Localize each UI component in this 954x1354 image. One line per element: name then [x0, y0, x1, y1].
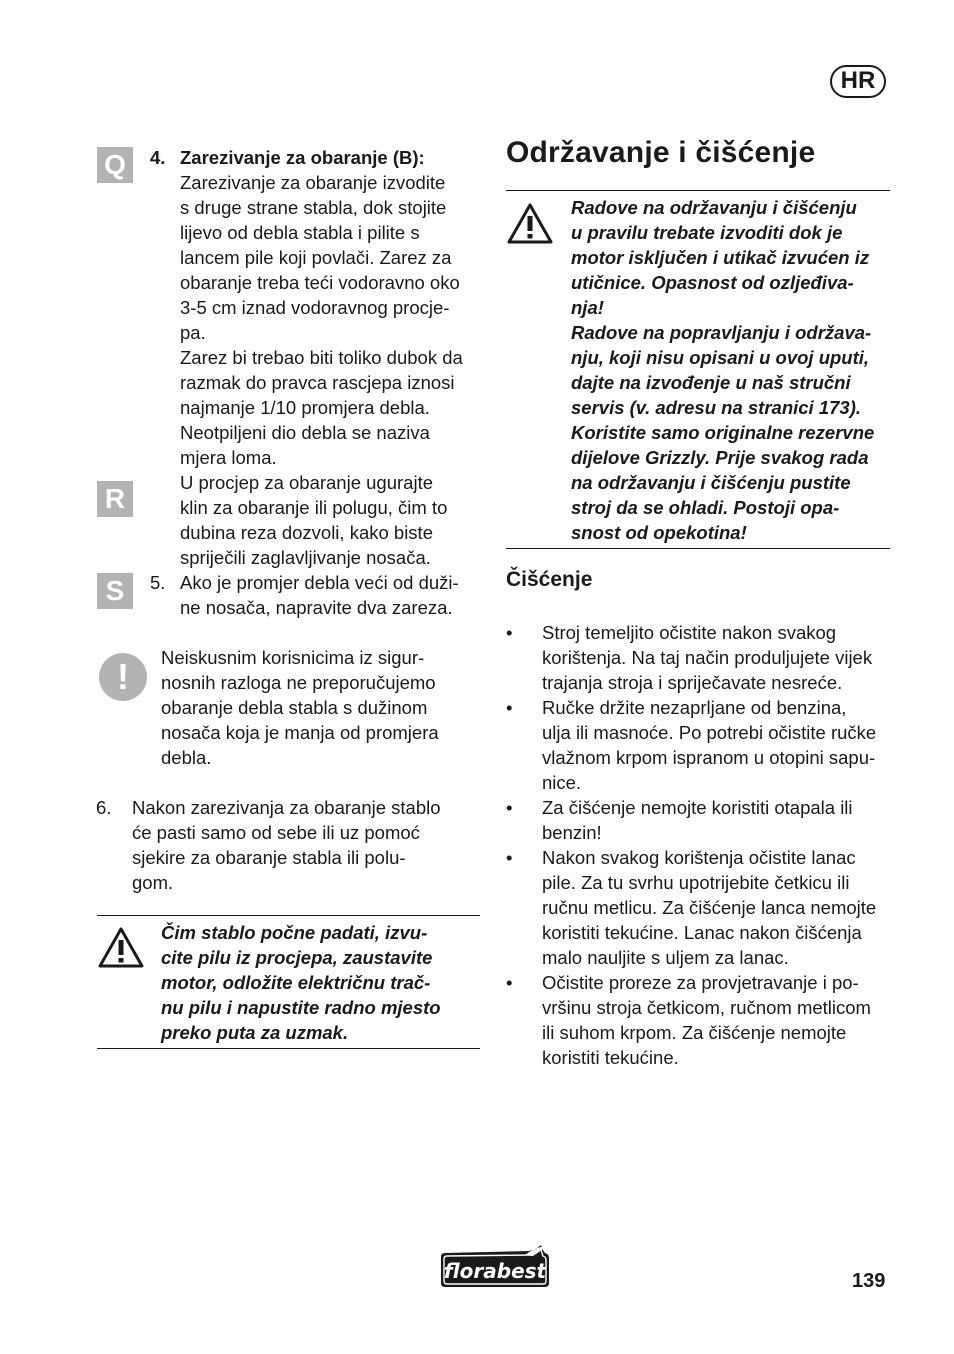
step-4-paragraph-a: Zarezivanje za obaranje izvodite s druge strane stabla, dok stojite lijevo od debla stabla i pilite s lancem pile koji povlači. Zarez za obaranje treba teći vodoravno oko 3-5 cm iznad vodoravnog procje- pa. Zarez bi trebao biti toliko dubok da razmak do pravca rascjepa iznosi najmanje 1/10 promjera debla. Neotpiljeni dio debla se naziva mjera loma. [180, 172, 463, 468]
step-4-paragraph-b: U procjep za obaranje ugurajte klin za obaranje ili polugu, čim to dubina reza dozvoli, kako biste spriječili zaglavljivanje nosača. [180, 472, 448, 568]
warning-triangle-icon [97, 926, 145, 970]
section-marker-s: S [97, 573, 133, 609]
page-number: 139 [852, 1270, 886, 1292]
title-rule [506, 190, 890, 191]
warning-bottom-rule [506, 548, 890, 549]
language-badge: HR [830, 65, 886, 98]
warning-text-felling: Čim stablo počne padati, izvu- cite pilu iz procjepa, zaustavite motor, odložite električnu trač- nu pilu i napustite radno mjesto preko puta za uzmak. [161, 922, 441, 1043]
svg-text:florabest: florabest [443, 1259, 547, 1283]
bullet-icon: • [506, 847, 513, 868]
exclamation-icon: ! [99, 653, 147, 701]
bullet-icon: • [506, 797, 513, 818]
warning-triangle-icon [506, 202, 554, 246]
florabest-logo [437, 1243, 553, 1291]
step-4-heading: Zarezivanje za obaranje (B): [180, 147, 425, 168]
warning-top-rule [97, 915, 480, 916]
cleaning-list: • Stroj temeljito očistite nakon svakog korištenja. Na taj način produljujete vijek trajanja stroja i spriječavate nesreće. • Ručke držite nezaprljane od benzina, ulja ili masnoće. Po potrebi očistite ručke vlažnom krpom ispranom u otopini sapu- nice. • Za čišćenje nemojte koristiti otapala ili benzin! • Nakon svakog korištenja očistite lanac pile. Za tu svrhu upotrijebite četkicu ili ručnu metlicu. Za čišćenje lanca nemojte koristiti tekućine. Lanac nakon čišćenja malo nauljite s uljem za lanac. • Očistite proreze za provjetravanje i po- vršinu stroja četkicom, ručnom metlicom ili suhom krpom. Za čišćenje nemojte koristiti tekućine. [506, 622, 877, 1068]
step-5-number: 5. [150, 572, 166, 593]
bullet-icon: • [506, 622, 513, 643]
section-marker-r: R [97, 481, 133, 517]
page-title: Održavanje i čišćenje [506, 136, 816, 169]
step-4-number: 4. [150, 147, 166, 168]
warning-bottom-rule [97, 1048, 480, 1049]
bullet-icon: • [506, 972, 513, 993]
step-6-number: 6. [96, 797, 112, 818]
safety-notice: Neiskusnim korisnicima iz sigur- nosnih razloga ne preporučujemo obaranje debla stabla s dužinom nosača koja je manja od promjera debla. [161, 647, 439, 768]
section-heading-cleaning: Čišćenje [506, 568, 593, 591]
bullet-icon: • [506, 697, 513, 718]
section-marker-q: Q [97, 147, 133, 183]
warning-text-maintenance: Radove na održavanju i čišćenju u pravilu trebate izvoditi dok je motor isključen i utikač izvućen iz utičnice. Opasnost od ozljeđiva- nja! Radove na popravljanju i održava- nju, koji nisu opisani u ovoj uputi, dajte na izvođenje u naš stručni servis (v. adresu na stranici 173). Koristite samo originalne rezervne dijelove Grizzly. Prije svakog rada na održavanju i čišćenju pustite stroj da se ohladi. Postoji opa- snost od opekotina! [571, 197, 875, 543]
